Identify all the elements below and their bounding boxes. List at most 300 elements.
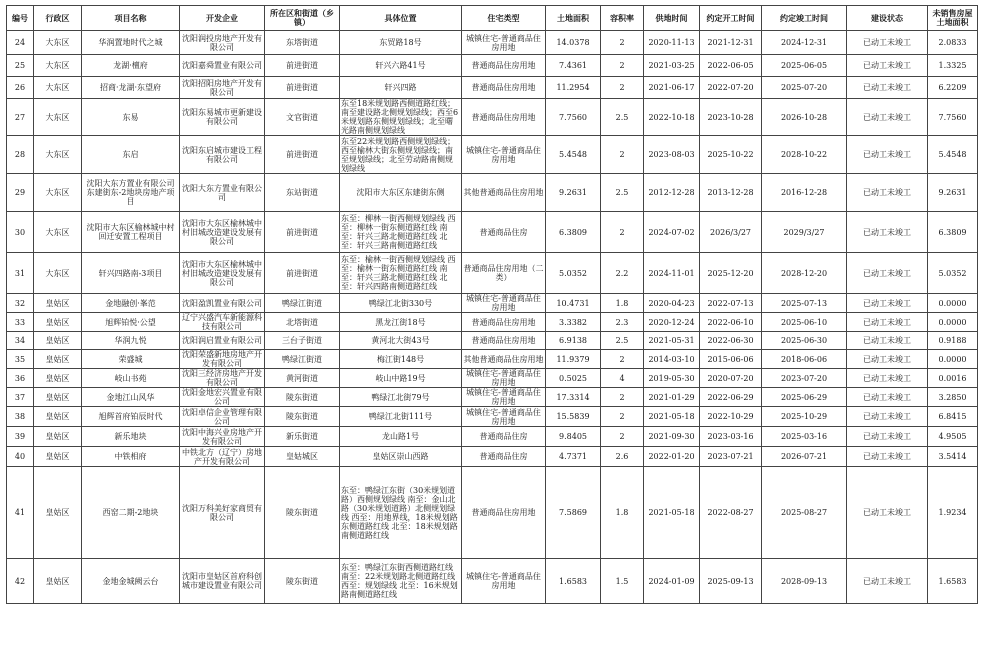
- row-district: 皇姑区: [34, 467, 82, 559]
- row-status: 已动工未竣工: [847, 253, 928, 294]
- row-location: 岐山中路19号: [340, 369, 462, 388]
- table-header-row: [7, 6, 978, 31]
- row-no: 33: [7, 313, 34, 332]
- table-row: [7, 212, 978, 253]
- row-start-date: 2022-07-20: [700, 77, 762, 99]
- row-street: 陵东街道: [265, 467, 340, 559]
- row-location: 沈阳市大东区东建街东侧: [340, 174, 462, 212]
- row-finish-date: 2029/3/27: [762, 212, 847, 253]
- row-no: 38: [7, 407, 34, 427]
- row-street: 北塔街道: [265, 313, 340, 332]
- row-far: 2: [601, 350, 644, 369]
- row-land-area: 0.5025: [546, 369, 601, 388]
- row-far: 2.3: [601, 313, 644, 332]
- row-housing-type: 城镇住宅-普通商品住房用地: [462, 559, 546, 604]
- row-project-name: 东启: [82, 136, 180, 174]
- row-start-date: 2015-06-06: [700, 350, 762, 369]
- row-district: 皇姑区: [34, 350, 82, 369]
- row-unsold-area: 4.9505: [928, 427, 978, 447]
- row-district: 大东区: [34, 99, 82, 136]
- table-row: [7, 388, 978, 407]
- header-street: 所在区和街道（乡镇）: [265, 6, 340, 31]
- row-finish-date: 2024-12-31: [762, 31, 847, 55]
- row-project-name: 岐山书苑: [82, 369, 180, 388]
- row-developer: 沈阳市大东区榆林城中村旧城改造建设发展有限公司: [180, 253, 265, 294]
- row-developer: 沈阳卓信企业管理有限公司: [180, 407, 265, 427]
- row-street: 陵东街道: [265, 407, 340, 427]
- row-far: 1.8: [601, 294, 644, 313]
- row-district: 大东区: [34, 212, 82, 253]
- row-street: 陵东街道: [265, 559, 340, 604]
- row-location: 鸭绿江北街330号: [340, 294, 462, 313]
- row-housing-type: 城镇住宅-普通商品住房用地: [462, 136, 546, 174]
- row-far: 2: [601, 212, 644, 253]
- table-row: [7, 31, 978, 55]
- row-location: 东至18米规划路西侧道路红线；南至建设路北侧规划绿线；西至6米规划路东侧规划绿线；北至曙光路南侧规划绿线: [340, 99, 462, 136]
- header-start-date: 约定开工时间: [700, 6, 762, 31]
- row-no: 37: [7, 388, 34, 407]
- row-land-area: 3.3382: [546, 313, 601, 332]
- row-developer: 沈阳金地宏兴置业有限公司: [180, 388, 265, 407]
- row-supply-date: 2020-12-24: [644, 313, 700, 332]
- row-project-name: 旭辉铂悦·公望: [82, 313, 180, 332]
- row-land-area: 11.9379: [546, 350, 601, 369]
- row-finish-date: 2016-12-28: [762, 174, 847, 212]
- row-start-date: 2022-08-27: [700, 467, 762, 559]
- row-start-date: 2023-03-16: [700, 427, 762, 447]
- row-street: 前进街道: [265, 136, 340, 174]
- row-district: 皇姑区: [34, 332, 82, 350]
- row-land-area: 7.4361: [546, 55, 601, 77]
- row-status: 已动工未竣工: [847, 467, 928, 559]
- row-status: 已动工未竣工: [847, 294, 928, 313]
- row-location: 皇姑区崇山西路: [340, 447, 462, 467]
- header-no: 编号: [7, 6, 34, 31]
- row-far: 2: [601, 427, 644, 447]
- table-row: [7, 313, 978, 332]
- row-no: 39: [7, 427, 34, 447]
- row-supply-date: 2021-01-29: [644, 388, 700, 407]
- row-location: 东至：鸭绿江东街西侧道路红线 南至：22米规划路北侧道路红线 西至：规划绿线 北至：16米规划路南侧道路红线: [340, 559, 462, 604]
- row-project-name: 龙湖·檀府: [82, 55, 180, 77]
- row-land-area: 10.4731: [546, 294, 601, 313]
- row-far: 1.5: [601, 559, 644, 604]
- header-project-name: 项目名称: [82, 6, 180, 31]
- row-street: 新乐街道: [265, 427, 340, 447]
- row-status: 已动工未竣工: [847, 136, 928, 174]
- row-far: 2: [601, 136, 644, 174]
- row-unsold-area: 1.3325: [928, 55, 978, 77]
- row-land-area: 1.6583: [546, 559, 601, 604]
- row-supply-date: 2022-01-20: [644, 447, 700, 467]
- row-land-area: 4.7371: [546, 447, 601, 467]
- table-row: [7, 559, 978, 604]
- row-supply-date: 2024-01-09: [644, 559, 700, 604]
- row-start-date: 2026/3/27: [700, 212, 762, 253]
- row-developer: 沈阳市大东区榆林城中村旧城改造建设发展有限公司: [180, 212, 265, 253]
- table-row: [7, 369, 978, 388]
- row-land-area: 14.0378: [546, 31, 601, 55]
- row-housing-type: 普通商品住房用地: [462, 332, 546, 350]
- row-start-date: 2023-10-28: [700, 99, 762, 136]
- land-table-sheet: [6, 5, 978, 604]
- row-location: 鸭绿江北街79号: [340, 388, 462, 407]
- row-district: 皇姑区: [34, 447, 82, 467]
- row-district: 大东区: [34, 174, 82, 212]
- row-project-name: 沈阳大东方置业有限公司东建街东-2地块房地产项目: [82, 174, 180, 212]
- row-street: 三台子街道: [265, 332, 340, 350]
- row-unsold-area: 0.0000: [928, 350, 978, 369]
- row-start-date: 2020-07-20: [700, 369, 762, 388]
- row-start-date: 2023-07-21: [700, 447, 762, 467]
- row-supply-date: 2024-11-01: [644, 253, 700, 294]
- header-developer: 开发企业: [180, 6, 265, 31]
- row-land-area: 11.2954: [546, 77, 601, 99]
- row-finish-date: 2028-12-20: [762, 253, 847, 294]
- row-finish-date: 2018-06-06: [762, 350, 847, 369]
- row-district: 大东区: [34, 31, 82, 55]
- row-developer: 沈阳招阳房地产开发有限公司: [180, 77, 265, 99]
- row-location: 东至：柳林一街西侧规划绿线 西至：柳林一街东侧道路红线 南至：轩兴三路北侧道路红线 北至：轩兴三路南侧道路红线: [340, 212, 462, 253]
- row-housing-type: 普通商品住房: [462, 427, 546, 447]
- row-developer: 沈阳三经济房地产开发有限公司: [180, 369, 265, 388]
- row-unsold-area: 9.2631: [928, 174, 978, 212]
- row-status: 已动工未竣工: [847, 407, 928, 427]
- row-no: 36: [7, 369, 34, 388]
- header-housing-type: 住宅类型: [462, 6, 546, 31]
- row-location: 轩兴四路: [340, 77, 462, 99]
- row-street: 前进街道: [265, 253, 340, 294]
- table-row: [7, 407, 978, 427]
- row-location: 东至：鸭绿江东街（30米规划道路）西侧规划绿线 南至：金山北路（30米规划道路）北侧规划绿线 西至：用地界线，18米规划路东侧道路红线 北至：18米规划路南侧道路红线: [340, 467, 462, 559]
- row-far: 2.5: [601, 99, 644, 136]
- row-unsold-area: 0.0000: [928, 313, 978, 332]
- row-developer: 沈阳东启城市建设工程有限公司: [180, 136, 265, 174]
- row-finish-date: 2025-10-29: [762, 407, 847, 427]
- row-street: 文官街道: [265, 99, 340, 136]
- row-developer: 沈阳万科美好家商贸有限公司: [180, 467, 265, 559]
- row-location: 东贸路18号: [340, 31, 462, 55]
- row-unsold-area: 6.3809: [928, 212, 978, 253]
- row-housing-type: 城镇住宅-普通商品住房用地: [462, 369, 546, 388]
- row-status: 已动工未竣工: [847, 55, 928, 77]
- row-land-area: 7.5869: [546, 467, 601, 559]
- row-no: 31: [7, 253, 34, 294]
- row-developer: 沈阳荣盛新地房地产开发有限公司: [180, 350, 265, 369]
- row-housing-type: 普通商品住房用地: [462, 467, 546, 559]
- row-unsold-area: 7.7560: [928, 99, 978, 136]
- row-location: 鸭绿江北街111号: [340, 407, 462, 427]
- row-project-name: 金地金城阙云台: [82, 559, 180, 604]
- row-project-name: 轩兴四路南-3项目: [82, 253, 180, 294]
- row-far: 2: [601, 407, 644, 427]
- row-unsold-area: 0.0016: [928, 369, 978, 388]
- row-project-name: 金地江山风华: [82, 388, 180, 407]
- row-developer: 沈阳东易城市更新建设有限公司: [180, 99, 265, 136]
- row-no: 40: [7, 447, 34, 467]
- row-street: 黄河街道: [265, 369, 340, 388]
- header-status: 建设状态: [847, 6, 928, 31]
- row-finish-date: 2023-07-20: [762, 369, 847, 388]
- row-status: 已动工未竣工: [847, 174, 928, 212]
- table-row: [7, 77, 978, 99]
- row-developer: 中铁北方（辽宁）房地产开发有限公司: [180, 447, 265, 467]
- row-start-date: 2025-12-20: [700, 253, 762, 294]
- row-location: 东至：榆林一街西侧规划绿线 西至：榆林一街东侧道路红线 南至：轩兴三路北侧道路红线 北至：轩兴四路南侧道路红线: [340, 253, 462, 294]
- row-land-area: 6.3809: [546, 212, 601, 253]
- row-land-area: 5.4548: [546, 136, 601, 174]
- row-start-date: 2025-10-22: [700, 136, 762, 174]
- row-finish-date: 2025-07-13: [762, 294, 847, 313]
- table-body: [7, 31, 978, 604]
- row-unsold-area: 0.9188: [928, 332, 978, 350]
- row-no: 41: [7, 467, 34, 559]
- table-row: [7, 350, 978, 369]
- row-finish-date: 2025-06-30: [762, 332, 847, 350]
- land-supply-table: [6, 5, 978, 604]
- row-land-area: 9.8405: [546, 427, 601, 447]
- row-location: 东至22米规划路西侧规划绿线；西至榆林大街东侧规划绿线；南至规划绿线；北至劳动路南侧规划绿线: [340, 136, 462, 174]
- row-supply-date: 2012-12-28: [644, 174, 700, 212]
- table-row: [7, 427, 978, 447]
- row-supply-date: 2021-03-25: [644, 55, 700, 77]
- table-row: [7, 174, 978, 212]
- row-housing-type: 城镇住宅-普通商品住房用地: [462, 407, 546, 427]
- table-row: [7, 332, 978, 350]
- row-district: 皇姑区: [34, 427, 82, 447]
- row-start-date: 2013-12-28: [700, 174, 762, 212]
- row-finish-date: 2025-06-05: [762, 55, 847, 77]
- row-start-date: 2025-09-13: [700, 559, 762, 604]
- row-status: 已动工未竣工: [847, 212, 928, 253]
- header-far: 容积率: [601, 6, 644, 31]
- row-finish-date: 2028-10-22: [762, 136, 847, 174]
- row-project-name: 荣盛城: [82, 350, 180, 369]
- row-unsold-area: 2.0833: [928, 31, 978, 55]
- row-street: 前进街道: [265, 55, 340, 77]
- row-project-name: 东易: [82, 99, 180, 136]
- row-finish-date: 2028-09-13: [762, 559, 847, 604]
- row-land-area: 7.7560: [546, 99, 601, 136]
- row-start-date: 2022-06-10: [700, 313, 762, 332]
- row-no: 27: [7, 99, 34, 136]
- row-project-name: 招商·龙湖·东望府: [82, 77, 180, 99]
- row-land-area: 6.9138: [546, 332, 601, 350]
- row-housing-type: 普通商品住房用地: [462, 55, 546, 77]
- row-supply-date: 2023-08-03: [644, 136, 700, 174]
- row-no: 35: [7, 350, 34, 369]
- row-far: 2.5: [601, 332, 644, 350]
- row-finish-date: 2026-07-21: [762, 447, 847, 467]
- row-street: 皇姑城区: [265, 447, 340, 467]
- row-supply-date: 2014-03-10: [644, 350, 700, 369]
- row-supply-date: 2021-06-17: [644, 77, 700, 99]
- row-district: 大东区: [34, 77, 82, 99]
- row-housing-type: 其他普通商品住房用地: [462, 174, 546, 212]
- row-developer: 沈阳嘉舜置业有限公司: [180, 55, 265, 77]
- row-no: 30: [7, 212, 34, 253]
- row-developer: 沈阳盈凯置业有限公司: [180, 294, 265, 313]
- row-supply-date: 2021-05-18: [644, 407, 700, 427]
- row-unsold-area: 5.0352: [928, 253, 978, 294]
- header-finish-date: 约定竣工时间: [762, 6, 847, 31]
- row-finish-date: 2025-06-29: [762, 388, 847, 407]
- row-district: 皇姑区: [34, 559, 82, 604]
- row-unsold-area: 1.6583: [928, 559, 978, 604]
- row-district: 皇姑区: [34, 407, 82, 427]
- row-far: 1.8: [601, 467, 644, 559]
- row-finish-date: 2025-03-16: [762, 427, 847, 447]
- row-housing-type: 城镇住宅-普通商品住房用地: [462, 388, 546, 407]
- row-far: 2.6: [601, 447, 644, 467]
- row-unsold-area: 5.4548: [928, 136, 978, 174]
- row-no: 29: [7, 174, 34, 212]
- row-housing-type: 普通商品住房用地: [462, 77, 546, 99]
- row-status: 已动工未竣工: [847, 332, 928, 350]
- row-finish-date: 2025-06-10: [762, 313, 847, 332]
- table-row: [7, 136, 978, 174]
- row-unsold-area: 6.2209: [928, 77, 978, 99]
- row-housing-type: 普通商品住房: [462, 212, 546, 253]
- row-project-name: 西窑二期-2地块: [82, 467, 180, 559]
- row-far: 2: [601, 77, 644, 99]
- row-status: 已动工未竣工: [847, 369, 928, 388]
- row-district: 皇姑区: [34, 313, 82, 332]
- row-far: 4: [601, 369, 644, 388]
- row-location: 黄河北大街43号: [340, 332, 462, 350]
- row-housing-type: 其他普通商品住房用地: [462, 350, 546, 369]
- row-location: 梅江街148号: [340, 350, 462, 369]
- row-far: 2.2: [601, 253, 644, 294]
- row-district: 大东区: [34, 136, 82, 174]
- row-status: 已动工未竣工: [847, 350, 928, 369]
- row-status: 已动工未竣工: [847, 559, 928, 604]
- row-finish-date: 2025-08-27: [762, 467, 847, 559]
- row-developer: 沈阳润投房地产开发有限公司: [180, 31, 265, 55]
- row-supply-date: 2019-05-30: [644, 369, 700, 388]
- row-location: 龙山路1号: [340, 427, 462, 447]
- header-supply-date: 供地时间: [644, 6, 700, 31]
- row-project-name: 沈阳市大东区榆林城中村回迁安置工程项目: [82, 212, 180, 253]
- row-supply-date: 2020-04-23: [644, 294, 700, 313]
- table-row: [7, 467, 978, 559]
- row-no: 28: [7, 136, 34, 174]
- row-finish-date: 2025-07-20: [762, 77, 847, 99]
- row-supply-date: 2020-11-13: [644, 31, 700, 55]
- row-street: 陵东街道: [265, 388, 340, 407]
- row-far: 2.5: [601, 174, 644, 212]
- row-status: 已动工未竣工: [847, 313, 928, 332]
- row-land-area: 15.5839: [546, 407, 601, 427]
- row-housing-type: 普通商品住房用地: [462, 99, 546, 136]
- row-supply-date: 2021-09-30: [644, 427, 700, 447]
- row-unsold-area: 3.5414: [928, 447, 978, 467]
- row-unsold-area: 6.8415: [928, 407, 978, 427]
- row-district: 皇姑区: [34, 369, 82, 388]
- row-far: 2: [601, 55, 644, 77]
- row-land-area: 9.2631: [546, 174, 601, 212]
- row-project-name: 华润置地时代之城: [82, 31, 180, 55]
- row-project-name: 新乐地块: [82, 427, 180, 447]
- row-status: 已动工未竣工: [847, 99, 928, 136]
- row-no: 26: [7, 77, 34, 99]
- row-district: 皇姑区: [34, 388, 82, 407]
- row-developer: 辽宁兴盛汽车新能源科技有限公司: [180, 313, 265, 332]
- row-start-date: 2022-07-13: [700, 294, 762, 313]
- row-land-area: 5.0352: [546, 253, 601, 294]
- table-row: [7, 253, 978, 294]
- row-project-name: 中铁相府: [82, 447, 180, 467]
- row-developer: 沈阳大东方置业有限公司: [180, 174, 265, 212]
- row-developer: 沈阳润启置业有限公司: [180, 332, 265, 350]
- row-status: 已动工未竣工: [847, 31, 928, 55]
- header-unsold-area: 未销售房屋土地面积: [928, 6, 978, 31]
- row-finish-date: 2026-10-28: [762, 99, 847, 136]
- row-supply-date: 2022-10-18: [644, 99, 700, 136]
- row-start-date: 2022-10-29: [700, 407, 762, 427]
- row-start-date: 2021-12-31: [700, 31, 762, 55]
- row-far: 2: [601, 31, 644, 55]
- row-street: 前进街道: [265, 212, 340, 253]
- row-no: 24: [7, 31, 34, 55]
- row-developer: 沈阳中海兴业房地产开发有限公司: [180, 427, 265, 447]
- row-supply-date: 2021-05-31: [644, 332, 700, 350]
- row-project-name: 华润九悦: [82, 332, 180, 350]
- row-start-date: 2022-06-29: [700, 388, 762, 407]
- table-row: [7, 447, 978, 467]
- row-unsold-area: 1.9234: [928, 467, 978, 559]
- row-district: 大东区: [34, 253, 82, 294]
- header-district: 行政区: [34, 6, 82, 31]
- table-row: [7, 99, 978, 136]
- row-status: 已动工未竣工: [847, 77, 928, 99]
- row-status: 已动工未竣工: [847, 447, 928, 467]
- row-unsold-area: 0.0000: [928, 294, 978, 313]
- row-housing-type: 城镇住宅-普通商品住房用地: [462, 31, 546, 55]
- row-unsold-area: 3.2850: [928, 388, 978, 407]
- row-street: 前进街道: [265, 77, 340, 99]
- row-far: 2: [601, 388, 644, 407]
- row-no: 42: [7, 559, 34, 604]
- row-start-date: 2022-06-30: [700, 332, 762, 350]
- row-street: 鸭绿江街道: [265, 294, 340, 313]
- table-row: [7, 55, 978, 77]
- row-supply-date: 2024-07-02: [644, 212, 700, 253]
- row-project-name: 旭辉首府铂辰时代: [82, 407, 180, 427]
- row-housing-type: 普通商品住房用地（二类）: [462, 253, 546, 294]
- row-start-date: 2022-06-05: [700, 55, 762, 77]
- row-street: 鸭绿江街道: [265, 350, 340, 369]
- row-status: 已动工未竣工: [847, 427, 928, 447]
- row-supply-date: 2021-05-18: [644, 467, 700, 559]
- row-no: 25: [7, 55, 34, 77]
- row-district: 皇姑区: [34, 294, 82, 313]
- header-land-area: 土地面积: [546, 6, 601, 31]
- row-no: 34: [7, 332, 34, 350]
- header-location: 具体位置: [340, 6, 462, 31]
- row-project-name: 金地融创·峯范: [82, 294, 180, 313]
- row-housing-type: 城镇住宅-普通商品住房用地: [462, 294, 546, 313]
- row-developer: 沈阳市皇姑区首府科创城市建设置业有限公司: [180, 559, 265, 604]
- row-street: 东站街道: [265, 174, 340, 212]
- row-no: 32: [7, 294, 34, 313]
- row-location: 轩兴六路41号: [340, 55, 462, 77]
- row-district: 大东区: [34, 55, 82, 77]
- table-row: [7, 294, 978, 313]
- row-housing-type: 普通商品住房用地: [462, 313, 546, 332]
- row-housing-type: 普通商品住房: [462, 447, 546, 467]
- row-status: 已动工未竣工: [847, 388, 928, 407]
